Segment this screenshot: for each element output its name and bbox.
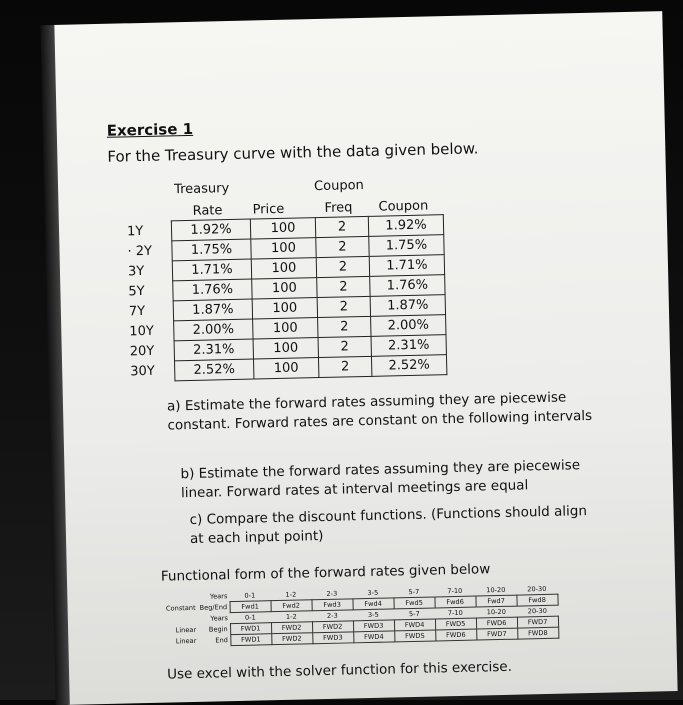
price-cell: 100 bbox=[253, 318, 318, 339]
linear-end-cell: FWD7 bbox=[476, 628, 517, 640]
question-b: b) Estimate the forward rates assuming they are piecewise linear. Forward rates at interval meetings are equal bbox=[180, 457, 581, 502]
years-cell: 0-1 bbox=[244, 591, 256, 600]
price-cell: 100 bbox=[253, 358, 318, 379]
row-label: 10Y bbox=[129, 323, 154, 340]
constant-fwd-cell: Fwd2 bbox=[271, 600, 312, 612]
header-coupon-top: Coupon bbox=[313, 177, 364, 195]
end-label: End bbox=[215, 636, 228, 645]
price-cell: 100 bbox=[253, 338, 318, 359]
years-cell: 5-7 bbox=[408, 587, 420, 597]
exercise-title: Exercise 1 bbox=[106, 119, 194, 140]
begin-label: Begin bbox=[208, 625, 228, 634]
row-label: · 2Y bbox=[127, 243, 153, 260]
forward-rates-subhead: Functional form of the forward rates given below bbox=[160, 561, 491, 585]
rate-cell: 1.76% bbox=[173, 279, 252, 301]
row-label: 7Y bbox=[128, 303, 146, 320]
linear-end-cell: FWD6 bbox=[435, 629, 476, 641]
linear-begin-cell: FWD7 bbox=[517, 616, 558, 628]
coupon-cell: 2.00% bbox=[371, 315, 446, 337]
forward-rates-table bbox=[161, 584, 559, 648]
years-cell: 1-2 bbox=[285, 590, 297, 599]
linear-begin-cell: FWD3 bbox=[353, 620, 394, 632]
years-cell: 2-3 bbox=[326, 589, 338, 598]
linear-end-cell: FWD4 bbox=[353, 631, 394, 643]
constant-fwd-cell: Fwd8 bbox=[516, 594, 557, 606]
rate-cell: 1.87% bbox=[173, 299, 252, 321]
row-label: 30Y bbox=[130, 363, 155, 380]
price-cell: 100 bbox=[250, 218, 315, 239]
question-c: c) Compare the discount functions. (Functions should align at each input point) bbox=[189, 503, 588, 548]
years-cell: 7-10 bbox=[447, 608, 463, 618]
years-cell: 2-3 bbox=[326, 611, 338, 620]
page-edge-shadow bbox=[40, 25, 69, 705]
rate-cell: 1.75% bbox=[172, 239, 251, 261]
constant-fwd-cell: Fwd6 bbox=[434, 596, 475, 608]
years-cell: 3-5 bbox=[367, 588, 379, 598]
freq-cell: 2 bbox=[317, 276, 370, 297]
price-cell: 100 bbox=[251, 258, 316, 279]
linear-begin-cell: FWD6 bbox=[476, 617, 517, 629]
intro-text: For the Treasury curve with the data given below. bbox=[107, 139, 479, 166]
constant-fwd-cell: Fwd3 bbox=[312, 599, 353, 611]
years-cell: 3-5 bbox=[367, 610, 379, 619]
linear-begin-cell: FWD4 bbox=[394, 619, 435, 631]
years-cell: 20-30 bbox=[527, 584, 547, 594]
freq-cell: 2 bbox=[316, 236, 369, 257]
coupon-cell: 2.31% bbox=[371, 335, 446, 357]
freq-cell: 2 bbox=[318, 356, 371, 377]
years-cell: 10-20 bbox=[486, 585, 506, 595]
years-cell: 7-10 bbox=[447, 586, 463, 596]
years-label: Years bbox=[210, 614, 228, 623]
linear-end-cell: FWD2 bbox=[271, 633, 312, 645]
years-cell: 5-7 bbox=[408, 609, 420, 619]
footer-instruction: Use excel with the solver function for this exercise. bbox=[166, 658, 513, 683]
freq-cell: 2 bbox=[318, 316, 371, 337]
freq-cell: 2 bbox=[316, 256, 369, 277]
rate-cell: 2.31% bbox=[174, 339, 253, 361]
freq-cell: 2 bbox=[315, 216, 368, 237]
row-label: 1Y bbox=[126, 223, 144, 240]
years-cell: 20-30 bbox=[527, 606, 547, 616]
linear-label: Linear bbox=[175, 625, 197, 635]
constant-fwd-cell: Fwd4 bbox=[352, 598, 393, 610]
linear-begin-cell: FWD2 bbox=[271, 622, 312, 634]
price-cell: 100 bbox=[251, 238, 316, 259]
freq-cell: 2 bbox=[318, 336, 371, 357]
years-cell: 0-1 bbox=[244, 613, 256, 622]
price-cell: 100 bbox=[252, 278, 317, 299]
constant-fwd-cell: Fwd1 bbox=[230, 601, 271, 613]
treasury-table bbox=[127, 214, 448, 382]
beg-end-label: Beg/End bbox=[199, 603, 228, 612]
freq-cell: 2 bbox=[317, 296, 370, 317]
document-page bbox=[52, 11, 677, 705]
coupon-cell: 1.87% bbox=[370, 295, 445, 317]
linear-end-cell: FWD8 bbox=[517, 627, 558, 639]
coupon-cell: 1.71% bbox=[369, 255, 444, 277]
linear-end-cell: FWD3 bbox=[312, 632, 353, 644]
coupon-cell: 1.92% bbox=[368, 215, 443, 237]
rate-cell: 1.92% bbox=[171, 219, 250, 241]
constant-label: Constant bbox=[165, 603, 196, 613]
rate-cell: 2.52% bbox=[175, 359, 254, 381]
linear-begin-cell: FWD1 bbox=[230, 623, 271, 635]
price-cell: 100 bbox=[252, 298, 317, 319]
row-label: 3Y bbox=[127, 263, 145, 280]
linear-begin-cell: FWD5 bbox=[435, 618, 476, 630]
header-price: Price bbox=[252, 201, 285, 218]
row-label: 20Y bbox=[129, 343, 155, 360]
linear-end-cell: FWD1 bbox=[230, 634, 271, 646]
row-label: 5Y bbox=[128, 283, 145, 300]
header-rate: Rate bbox=[192, 203, 223, 219]
linear-end-cell: FWDS bbox=[394, 630, 435, 642]
coupon-cell: 1.75% bbox=[369, 235, 444, 257]
linear-begin-cell: FWD2 bbox=[312, 621, 353, 633]
years-cell: 1-2 bbox=[285, 612, 297, 621]
header-freq: Freq bbox=[324, 200, 353, 216]
constant-fwd-cell: Fwd5 bbox=[393, 597, 434, 609]
years-cell: 10-20 bbox=[486, 607, 506, 617]
rate-cell: 2.00% bbox=[174, 319, 253, 341]
header-treasury: Treasury bbox=[173, 181, 230, 198]
coupon-cell: 1.76% bbox=[370, 275, 445, 297]
years-label: Years bbox=[209, 592, 228, 601]
constant-fwd-cell: Fwd7 bbox=[475, 595, 516, 607]
linear-label: Linear bbox=[175, 636, 197, 646]
coupon-cell: 2.52% bbox=[371, 355, 446, 377]
question-a: a) Estimate the forward rates assuming they are piecewise constant. Forward rates are constant on the following intervals bbox=[166, 389, 593, 434]
header-coupon: Coupon bbox=[378, 198, 429, 215]
rate-cell: 1.71% bbox=[172, 259, 251, 281]
